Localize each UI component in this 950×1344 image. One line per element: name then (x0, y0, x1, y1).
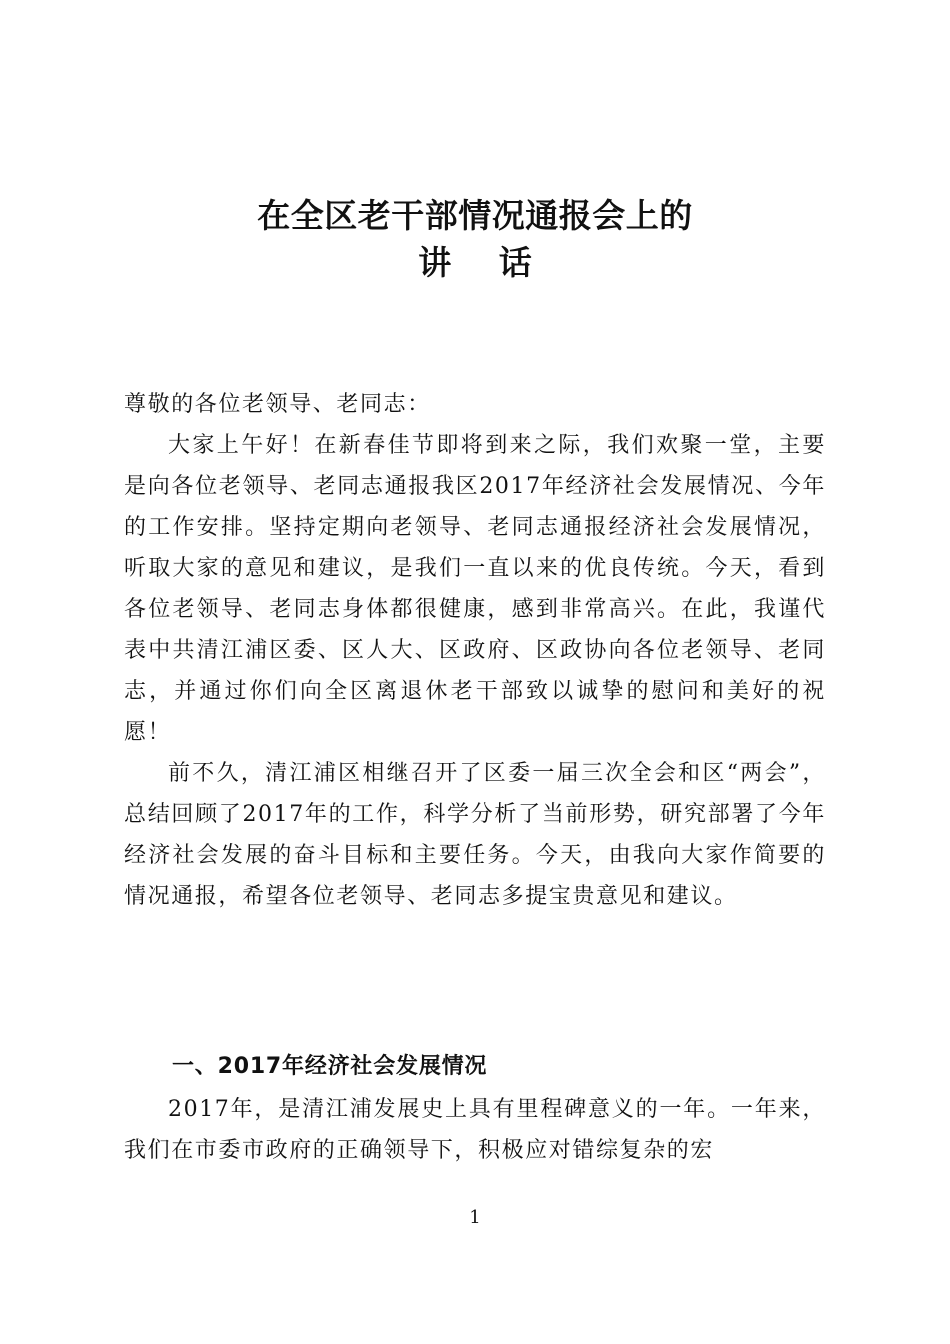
body-section-1 (124, 1089, 826, 1171)
document-title-line-2: 讲 话 (418, 243, 550, 282)
document-title-line-1: 在全区老干部情况通报会上的 (257, 196, 693, 235)
paragraph-1: 大家上午好！在新春佳节即将到来之际，我们欢聚一堂，主要是向各位老领导、老同志通报我区2017年经济社会发展情况、今年的工作安排。坚持定期向老领导、老同志通报经济社会发展情况，听取大家的意见和建议，是我们一直以来的优良传统。今天，看到各位老领导、老同志身体都很健康，感到非常高兴。在此，我谨代表中共清江浦区委、区人大、区政府、区政协向各位老领导、老同志，并通过你们向全区离退休老干部致以诚挚的慰问和美好的祝愿！ (124, 433, 826, 745)
salutation: 尊敬的各位老领导、老同志： (124, 392, 431, 417)
page-number: 1 (469, 1207, 481, 1228)
section-heading: 一、2017年经济社会发展情况 (172, 1054, 488, 1079)
paragraph-2: 前不久，清江浦区相继召开了区委一届三次全会和区“两会”，总结回顾了2017年的工作，科学分析了当前形势，研究部署了今年经济社会发展的奋斗目标和主要任务。今天，由我向大家作简要的情况通报，希望各位老领导、老同志多提宝贵意见和建议。 (124, 761, 826, 909)
body-section-intro (124, 425, 826, 917)
paragraph-3: 2017年，是清江浦发展史上具有里程碑意义的一年。一年来，我们在市委市政府的正确领导下，积极应对错综复杂的宏 (124, 1097, 826, 1163)
